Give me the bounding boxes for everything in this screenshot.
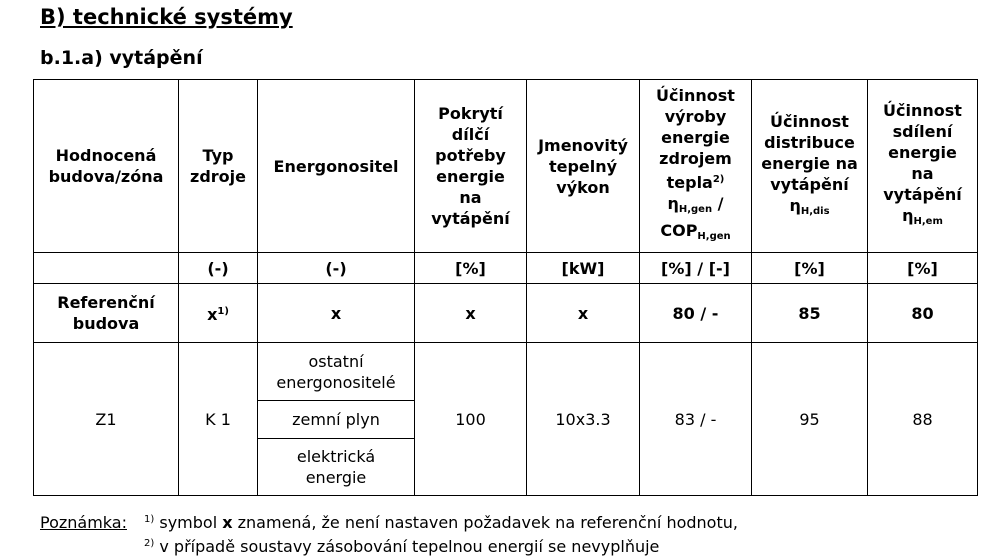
units-row [34,253,978,284]
z1-source-type: K 1 [179,343,258,496]
z1-emission-efficiency: 88 [868,343,978,496]
heating-systems-table [33,79,978,496]
header-zone: Hodnocená budova/zóna [34,80,179,253]
footnote-line-1: Poznámka: $^{1)}$ symbol x znamená, že není nastaven požadavek na referenční hodnotu, [40,513,738,532]
unit-cell: [%] [752,253,868,284]
z1-zone: Z1 [34,343,179,496]
header-nominal-output: Jmenovitý tepelný výkon [527,80,640,253]
ref-zone: Referenční budova [34,284,179,343]
unit-cell: [%] [415,253,527,284]
footnote-line-2: $^{2)}$ v případě soustavy zásobování tepelnou energií se nevyplňuje [144,537,660,556]
z1-carrier-other: ostatní energonositelé [258,343,415,401]
header-emission-efficiency: Účinnost sdílení energie na vytápění $\eta_{H,em}$ [868,80,978,253]
z1-row [34,343,978,401]
footnote-label: Poznámka: [40,513,127,532]
ref-emission-efficiency: 80 [868,284,978,343]
header-coverage: Pokrytí dílčí potřeby energie na vytápění [415,80,527,253]
unit-cell: (-) [179,253,258,284]
unit-cell: [%] / [-] [640,253,752,284]
unit-cell [34,253,179,284]
ref-nominal-output: x [527,284,640,343]
z1-coverage: 100 [415,343,527,496]
subsection-title: b.1.a) vytápění [40,47,203,69]
header-generation-efficiency: Účinnost výroby energie zdrojem tepla$^{2)}$ $\eta_{H,gen}$ / $COP_{H,gen}$ [640,80,752,253]
ref-energy-carrier: x [258,284,415,343]
unit-cell: [%] [868,253,978,284]
header-source-type: Typ zdroje [179,80,258,253]
reference-building-row [34,284,978,343]
z1-carrier-electric: elektrická energie [258,439,415,496]
footnote [40,509,738,557]
header-energy-carrier: Energonositel [258,80,415,253]
header-distribution-efficiency: Účinnost distribuce energie na vytápění $\eta_{H,dis}$ [752,80,868,253]
unit-cell: (-) [258,253,415,284]
section-title: B) technické systémy [40,5,293,29]
z1-nominal-output: 10x3.3 [527,343,640,496]
z1-generation-efficiency: 83 / - [640,343,752,496]
unit-cell: [kW] [527,253,640,284]
ref-distribution-efficiency: 85 [752,284,868,343]
header-row [34,80,978,253]
ref-source-type: $x^{1)}$ [179,284,258,343]
z1-distribution-efficiency: 95 [752,343,868,496]
ref-coverage: x [415,284,527,343]
z1-carrier-gas: zemní plyn [258,401,415,439]
ref-generation-efficiency: 80 / - [640,284,752,343]
